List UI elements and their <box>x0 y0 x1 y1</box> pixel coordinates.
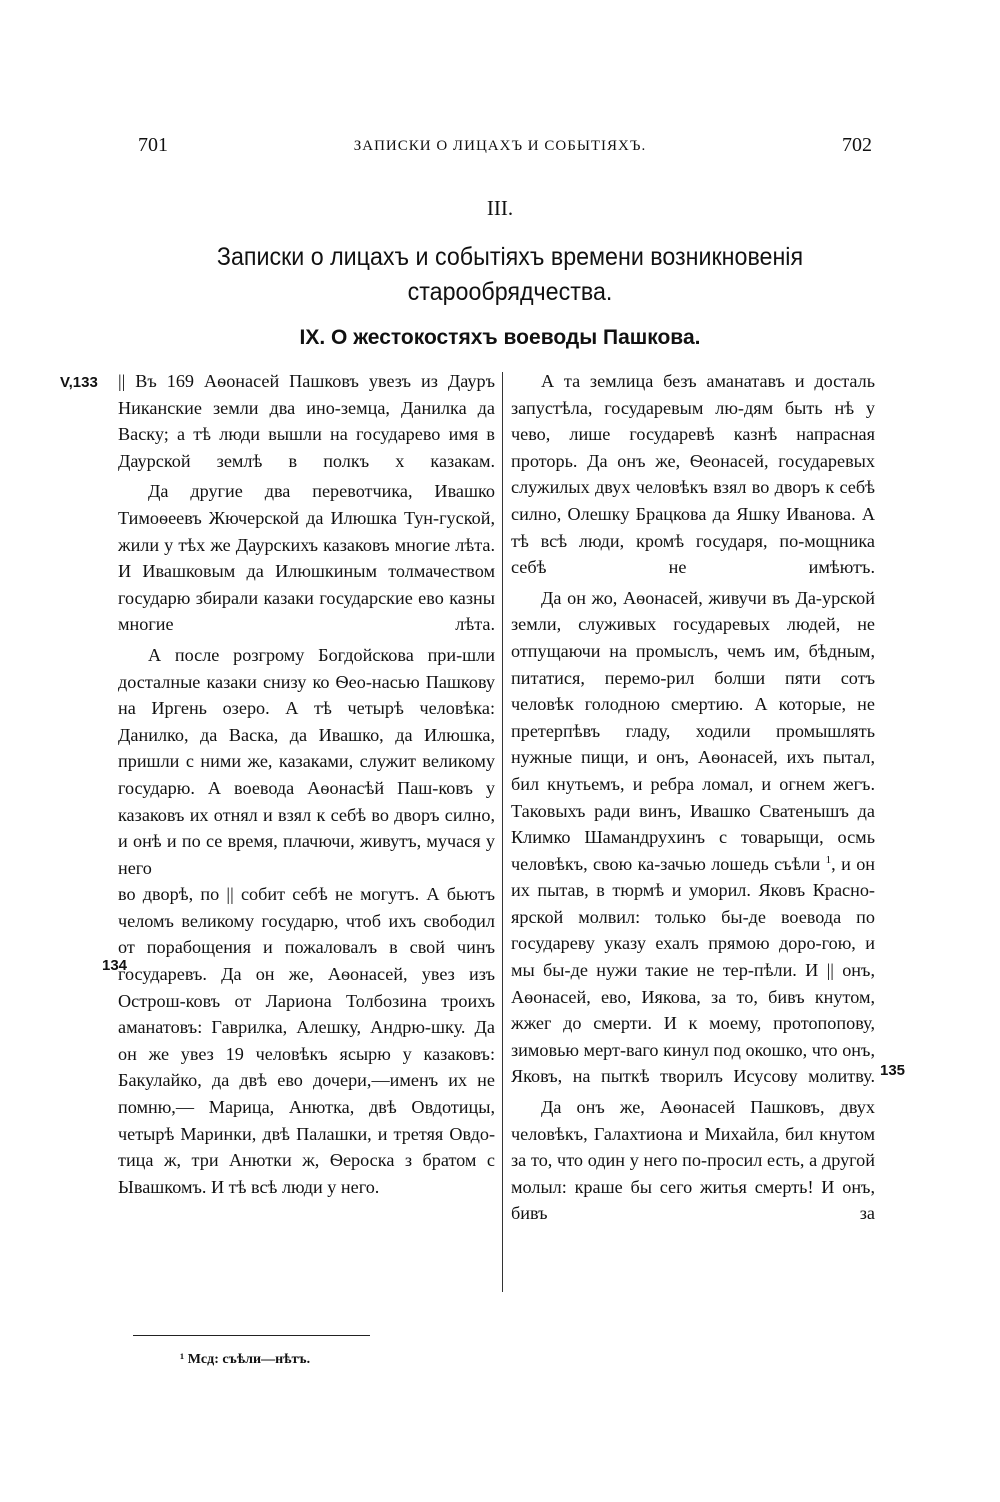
left-column <box>118 368 495 1200</box>
main-title-line-2: старообрядчества. <box>407 278 613 306</box>
page-number-left: 701 <box>138 134 168 156</box>
chapter-subtitle: IX. О жестокостяхъ воеводы Пашкова. <box>299 326 701 349</box>
margin-ref-135: 135 <box>880 1062 906 1079</box>
left-paragraph-3: А после розгрому Богдойскова при-шли досталные казаки снизу ко Ѳео-насью Пашкову на Иргень озеро. А тѣ четырѣ человѣка: Данилко, да Васка, да Ивашко, да Илюшка, пришли с ними же, казаками, служит великому государю. А воевода Аѳонасѣй Паш-ковъ у казаковъ их отнял и взял к себѣ во дворъ силно, и онѣ и по се время, плачючи, живутъ, мучася у него <box>118 644 495 878</box>
left-paragraph-2: Да другие два перевотчика, Ивашко Тимоѳеевъ Жючерской да Илюшка Тун-гуской, жили у тѣх же Даурскихъ казаковъ многие лѣта. И Ивашковым да Илюшкиным толмачеством государю збирали казаки государские ево казны многие лѣта. <box>118 481 495 635</box>
footnote-mark: 1 <box>825 853 832 866</box>
right-column <box>511 368 875 1227</box>
left-paragraph-1: || Въ 169 Аѳонасей Пашковъ увезъ из Дауръ Никанские земли два ино-земца, Данилка да Васку; а тѣ люди вышли на государево имя в Даурской землѣ в полкъ х казакам. <box>118 371 495 471</box>
right-paragraph-1: А та землица безъ аманатавъ и досталь запустѣла, государевым лю-дям быть нѣ у чево, лише государевѣ казнѣ напрасная проторь. Да онъ же, Ѳеонасей, государевых служилых двух человѣкъ взял во дворъ к себѣ силно, Олешку Брацкова да Яшку Иванова. А тѣ всѣ люди, кромѣ государя, по-мощника себѣ не имѣютъ. <box>511 371 875 578</box>
right-paragraph-2: Да он жо, Аѳонасей, живучи въ Да-урской земли, служивых государевых людей, не отпущаючи на промыслъ, чемъ им, бѣдным, питатися, перемо-рил болши пяти сотъ человѣк голодною смертию. А которые, не претерпѣвъ гладу, ходили промышлять нужные пищи, и онъ, Аѳонасей, ихъ пытал, бил кнутьемъ, и ребра ломал, и огнем жегъ. Таковыхъ ради винъ, Ивашко Сватенышъ да Климко Шамандрухинъ с товарыщи, осмь человѣкъ, свою ка-зачью лошедь съѣли $^1$, и он их пытав, в тюрмѣ и уморил. Яковъ Красно-ярской молвил: только бы-де воевода по государеву указу ехалъ прямою доро-гою, и мы бы-де нужи такие не тер-пѣли. И || онъ, Аѳонасей, ево, Иякова, за то, бивъ кнутом, жжег до смерти. И к моему, протопопову, зимовью мерт-ваго кинул под окошко, что онъ, Яковъ, на пыткѣ творилъ Исусову молитву. <box>511 587 876 1087</box>
right-paragraph-2-cont: и он их пытав, в тюрмѣ и уморил. Яковъ Красно-ярской молвил: только бы-де воевода по государеву указу ехалъ прямою доро-гою, и мы бы-де нужи такие не тер-пѣли. И || онъ, Аѳонасей, ево, Иякова, за то, бивъ кнутом, жжег до смерти. И к моему, протопопову, зимовью мерт-ваго кинул под окошко, что онъ, Яковъ, на пыткѣ творилъ Исусову молитву. <box>511 853 876 1087</box>
left-paragraph-4: во дворѣ, по || собит себѣ не могутъ. А бьютъ челомъ великому государю, чтоб ихъ свободил от порабощения и пожаловалъ в свой чинъ государевъ. Да он же, Аѳонасей, увез изъ Острош-ковъ от Лариона Толбозина троихъ аманатовъ: Гаврилка, Алешку, Андрю-шку. Да он же увез 19 человѣкъ ясырю у казаковъ: Бакулайко, да двѣ ево дочери,—именъ их не помню,— Марица, Анютка, двѣ Овдотицы, четырѣ Маринки, двѣ Палашки, и третяя Овдо-тица ж, три Анютки ж, Ѳероска з братом с Ывашкомъ. И тѣ всѣ люди у него. <box>118 884 495 1197</box>
margin-ref-134: 134 <box>102 957 128 974</box>
right-paragraph-3: Да онъ же, Аѳонасей Пашковъ, двух человѣкъ, Галахтиона и Михайла, бил кнутом за то, что один у него по-просил есть, а другой молыл: краше бы сего житья смерть! И онъ, бивъ за <box>511 1097 875 1224</box>
footnote: ¹ Мсд: съѣли—нѣтъ. <box>180 1352 311 1367</box>
running-title: ЗАПИСКИ О ЛИЦАХЪ И СОБЫТІЯХЪ. <box>353 138 647 154</box>
section-number: III. <box>486 196 514 220</box>
column-divider <box>502 372 503 1292</box>
main-title <box>166 240 854 310</box>
footnote-rule <box>133 1335 370 1336</box>
right-paragraph-2-text: Да он жо, Аѳонасей, живучи въ Да-урской земли, служивых государевых людей, не отпущаючи на промыслъ, чемъ им, бѣдным, питатися, перемо-рил болши пяти сотъ человѣк голодною смертию. А которые, не претерпѣвъ гладу, ходили промышлять нужные пищи, и онъ, Аѳонасей, ихъ пытал, бил кнутьемъ, и ребра ломал, и огнем жегъ. Таковыхъ ради винъ, Ивашко Сватенышъ да Климко Шамандрухинъ с товарыщи, осмь человѣкъ, свою ка-зачью лошедь съѣли <box>511 587 875 874</box>
margin-ref-start: V,133 <box>60 374 98 391</box>
page-number-right: 702 <box>842 134 872 156</box>
main-title-line-1: Записки о лицахъ и событіяхъ времени возникновенія <box>216 243 804 271</box>
